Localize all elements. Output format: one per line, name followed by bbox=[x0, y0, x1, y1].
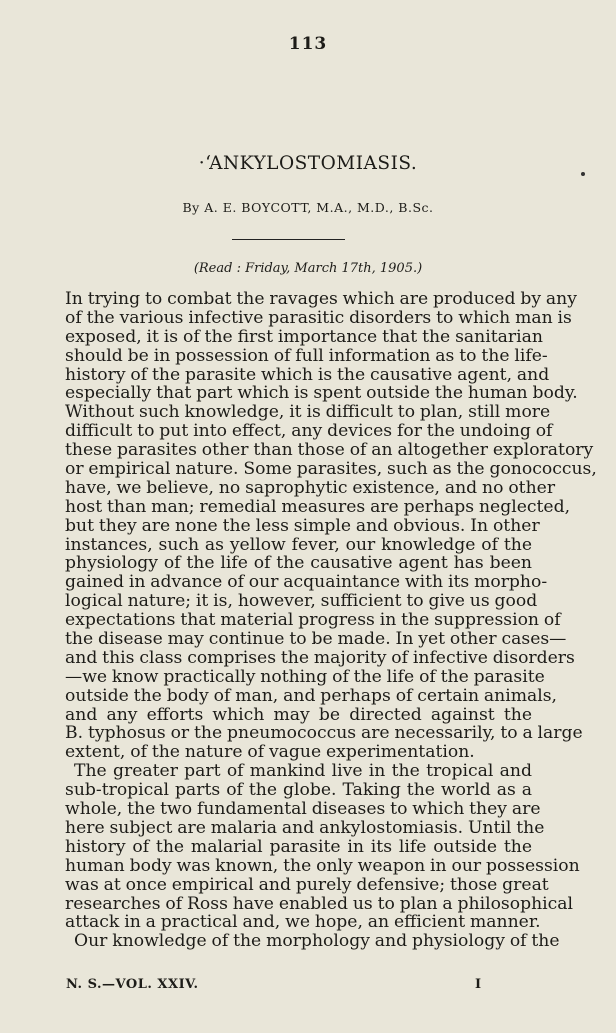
article-title: ANKYLOSTOMIASIS. bbox=[209, 153, 418, 174]
body-line: host than man; remedial measures are perhaps neglected, bbox=[65, 496, 571, 517]
body-line: The greater part of mankind live in the tropical and bbox=[74, 761, 532, 782]
body-line: physiology of the life of the causative agent has been bbox=[65, 553, 532, 574]
body-line: extent, of the nature of vague experimentation. bbox=[65, 742, 475, 763]
page-number: 113 bbox=[288, 34, 328, 54]
body-line: especially that part which is spent outside the human body. bbox=[65, 383, 578, 404]
body-line: difficult to put into effect, any devices for the undoing of bbox=[65, 421, 553, 442]
body-line: whole, the two fundamental diseases to which they are bbox=[65, 799, 541, 820]
title-rule bbox=[232, 239, 345, 240]
body-line: of the various infective parasitic disorders to which man is bbox=[65, 307, 572, 328]
body-line: was at once empirical and purely defensive; those great bbox=[65, 874, 549, 895]
body-line: should be in possession of full information as to the life- bbox=[65, 345, 548, 366]
body-line: gained in advance of our acquaintance with its morpho- bbox=[65, 572, 548, 593]
body-line: and this class comprises the majority of infective disorders bbox=[65, 647, 575, 668]
body-line: outside the body of man, and perhaps of certain animals, bbox=[65, 685, 558, 706]
body-line: researches of Ross have enabled us to plan a philosophical bbox=[65, 893, 574, 914]
body-line: sub-tropical parts of the globe. Taking the world as a bbox=[65, 780, 532, 801]
body-line: and any efforts which may be directed against the bbox=[65, 704, 532, 725]
body-line: B. typhosus or the pneumococcus are necessarily, to a large bbox=[65, 723, 583, 744]
body-line: expectations that material progress in the suppression of bbox=[65, 610, 561, 631]
body-line: these parasites other than those of an altogether exploratory bbox=[65, 440, 594, 461]
body-line: human body was known, the only weapon in our possession bbox=[65, 855, 580, 876]
body-line: have, we believe, no saprophytic existence, and no other bbox=[65, 477, 556, 498]
body-line: logical nature; it is, however, sufficient to give us good bbox=[65, 591, 538, 612]
body-line: exposed, it is of the first importance that the sanitarian bbox=[65, 326, 543, 347]
body-line: or empirical nature. Some parasites, such as the gonococcus, bbox=[65, 459, 597, 480]
body-line: Without such knowledge, it is difficult to plan, still more bbox=[65, 402, 551, 423]
body-line: attack in a practical and, we hope, an efficient manner. bbox=[65, 912, 541, 933]
body-line: but they are none the less simple and obvious. In other bbox=[65, 515, 540, 536]
body-line: history of the parasite which is the causative agent, and bbox=[65, 364, 550, 385]
body-line: Our knowledge of the morphology and physiology of the bbox=[74, 931, 560, 952]
title-mark: ·‘ bbox=[198, 153, 210, 174]
footer-volume: N. S.—VOL. XXIV. bbox=[66, 977, 199, 992]
speck-mark bbox=[581, 172, 585, 176]
body-line: In trying to combat the ravages which are produced by any bbox=[65, 289, 577, 309]
body-line: here subject are malaria and ankylostomiasis. Until the bbox=[65, 817, 545, 838]
byline: By A. E. BOYCOTT, M.A., M.D., B.Sc. bbox=[182, 200, 434, 215]
article-title-block bbox=[0, 153, 616, 174]
read-note: (Read : Friday, March 17th, 1905.) bbox=[193, 261, 423, 276]
footer-signature: I bbox=[475, 977, 482, 992]
article-body bbox=[65, 289, 597, 952]
body-line: the disease may continue to be made. In yet other cases— bbox=[65, 629, 567, 650]
body-line: history of the malarial parasite in its life outside the bbox=[65, 836, 532, 857]
body-line: instances, such as yellow fever, our knowledge of the bbox=[65, 534, 532, 555]
body-line: —we know practically nothing of the life of the parasite bbox=[65, 666, 545, 687]
